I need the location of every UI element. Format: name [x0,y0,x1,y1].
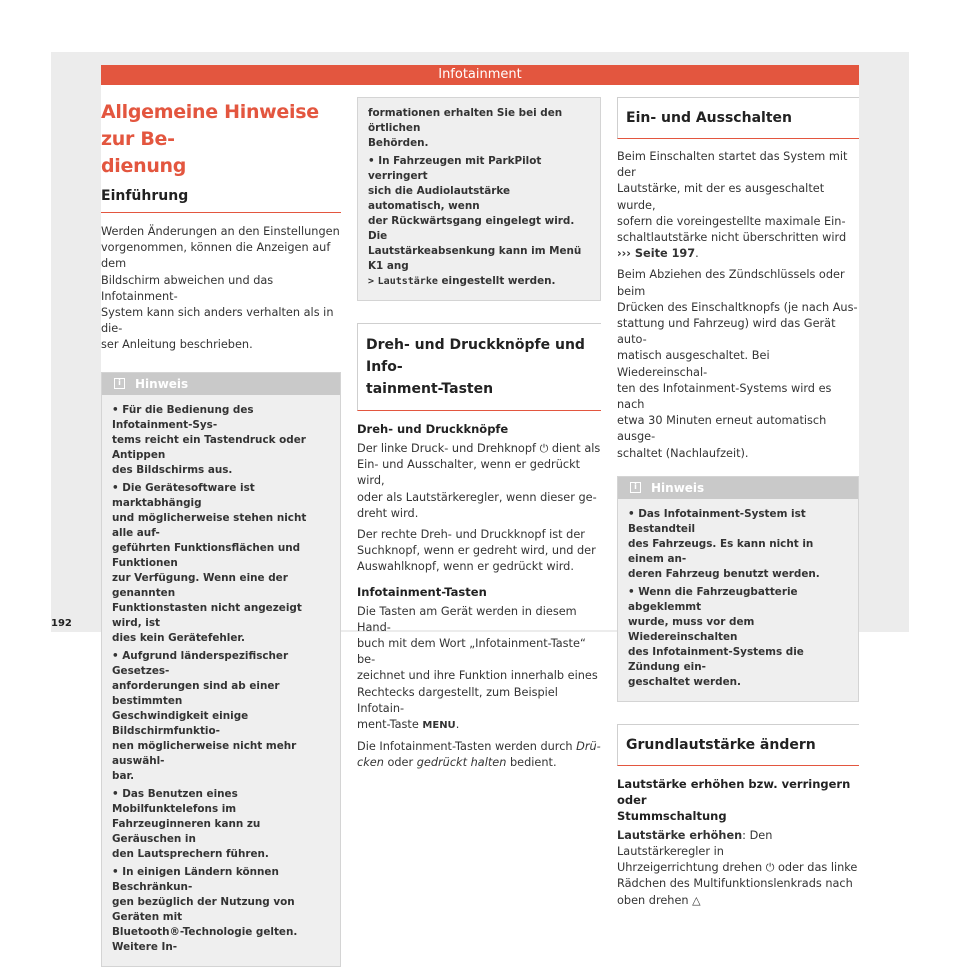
column-3 [617,85,859,909]
section-title: Ein- und Ausschalten [626,110,792,126]
arrow-up-icon: △ [692,893,701,907]
note-title: Hinweis [651,480,705,495]
note-item: • In einigen Ländern können Beschränkun- gen bezüglich der Nutzung von Geräten mit Bluetooth®-Technologie gelten. Weitere In- [112,865,298,953]
intro-heading [101,180,341,213]
power-text: Beim Einschalten startet das System mit der Lautstärke, mit der es ausgeschaltet wurde, sofern die voreingestellte maximale Ein- schaltlautstärke nicht überschritten wird ››› Seite 197. Beim Abziehen des Zündschlüssels oder beim Drücken des Einschaltknopfs (je nach Aus- stattung und Fahrzeug) wird das Gerät auto- matisch ausgeschaltet. Bei Wiedereinschal- ten des Infotainment-Systems wird es nach etwa 30 Minuten erneut automatisch ausge- schaltet (Nachlaufzeit). [617,150,858,460]
note-item: • Das Infotainment-System ist Bestandteil des Fahrzeugs. Es kann nicht in einem an- deren Fahrzeug benutzt werden. [628,507,820,580]
page-number: 192 [51,618,72,629]
note-item: • Die Gerätesoftware ist marktabhängig und möglicherweise stehen nicht alle auf- geführten Funktionsflächen und Funktionen zur Verfügung. Wenn eine der genannten Funktionstasten nicht angezeigt wird, ist dies kein Gerätefehler. [112,481,307,644]
volume-text: Lautstärke erhöhen bzw. verringern oder Stummschaltung Lautstärke erhöhen: Den Lautstärkeregler in Uhrzeigerrichtung drehen ⏻ oder das linke Rädchen des Multifunktionslenkrads nach oben drehen △ [617,766,859,909]
subheading-volume: Lautstärke erhöhen bzw. verringern oder [617,776,851,807]
subheading-knobs: Dreh- und Druckknöpfe [357,422,509,436]
section-subtitle: Einführung [101,188,189,204]
note-box [617,476,859,702]
note-item: • Für die Bedienung des Infotainment-Sys- tems reicht ein Tastendruck oder Antippen des Bildschirms aus. [112,403,306,476]
subheading-keys: Infotainment-Tasten [357,584,487,599]
section-heading-power [617,97,859,139]
note-item: formationen erhalten Sie bei den örtlichen Behörden. [368,107,563,149]
note-box-continued [357,97,601,301]
manual-page [101,85,859,953]
intro-paragraph: Werden Änderungen an den Einstellungen vorgenommen, können die Anzeigen auf dem Bildschirm abweichen und das Infotainment- System kann sich anders verhalten als in die- ser Anleitung beschrieben. [101,225,340,352]
menu-item-ref: Lautstärke [377,276,438,287]
note-item: • Das Benutzen eines Mobilfunktelefons im Fahrzeuginneren kann zu Geräuschen in den Lautsprechern führen. [112,787,269,860]
knobs-text: Dreh- und Druckknöpfe Der linke Druck- und Drehknopf ⏻ dient als Ein- und Ausschalter, wenn er gedrückt wird, oder als Lautstärkeregler, wenn dieser ge- dreht wird. Der rechte Dreh- und Druckknopf ist der Suchknopf, wenn er gedreht wird, und der Auswahlknopf, wenn er gedrückt wird. Infotainment-Tasten Die Tasten am Gerät werden in diesem Hand- buch mit dem Wort „Infotainment-Taste“ be- zeichnet und ihre Funktion innerhalb eines Rechtecks dargestellt, zum Beispiel Infotain- ment-Taste MENU. Die Infotainment-Tasten werden durch Drü- cken oder gedrückt halten bedient. [357,422,601,770]
note-body [102,395,340,966]
main-title-line2: dienung [101,155,187,177]
info-icon: i [630,482,641,493]
note-item: • Aufgrund länderspezifischer Gesetzes- anforderungen sind ab einer bestimmten Geschwindigkeit einige Bildschirmfunktio- nen möglicherweise nicht mehr auswähl- bar. [112,649,297,782]
note-item: • In Fahrzeugen mit ParkPilot verringert sich die Audiolautstärke automatisch, wenn der Rückwärtsgang eingelegt wird. Die Lautstärkeabsenkung kann im Menü K1 ang > Lautstärke eingestellt werden. [368,155,582,287]
note-title: Hinweis [135,376,189,391]
note-header [102,373,340,395]
section-heading-volume [617,724,859,766]
note-body [618,499,858,701]
column-2 [357,85,601,772]
menu-reference: K1 ang [368,260,409,272]
main-title-line1: Allgemeine Hinweise zur Be- [101,101,319,150]
chapter-banner [101,65,859,85]
menu-arrow: > [368,276,375,287]
note-item: • Wenn die Fahrzeugbatterie abgeklemmt wurde, muss vor dem Wiedereinschalten des Infotainment-Systems die Zündung ein- geschaltet werden. [628,585,804,688]
note-box [101,372,341,967]
section-heading-knobs: Dreh- und Druckknöpfe und Info- tainment-Tasten [357,323,601,411]
note-header [618,477,858,499]
page-reference-link[interactable]: ››› Seite 197 [617,247,696,261]
menu-key-label: MENU [422,720,456,732]
power-icon: ⏻ [765,861,775,875]
column-1 [101,85,341,967]
section-title: Grundlautstärke ändern [626,736,816,753]
section-title: Dreh- und Druckknöpfe und Info- [366,337,585,375]
main-heading [101,85,341,180]
chapter-title: Infotainment [438,67,522,82]
info-icon: i [114,378,125,389]
power-icon: ⏻ [539,442,549,455]
